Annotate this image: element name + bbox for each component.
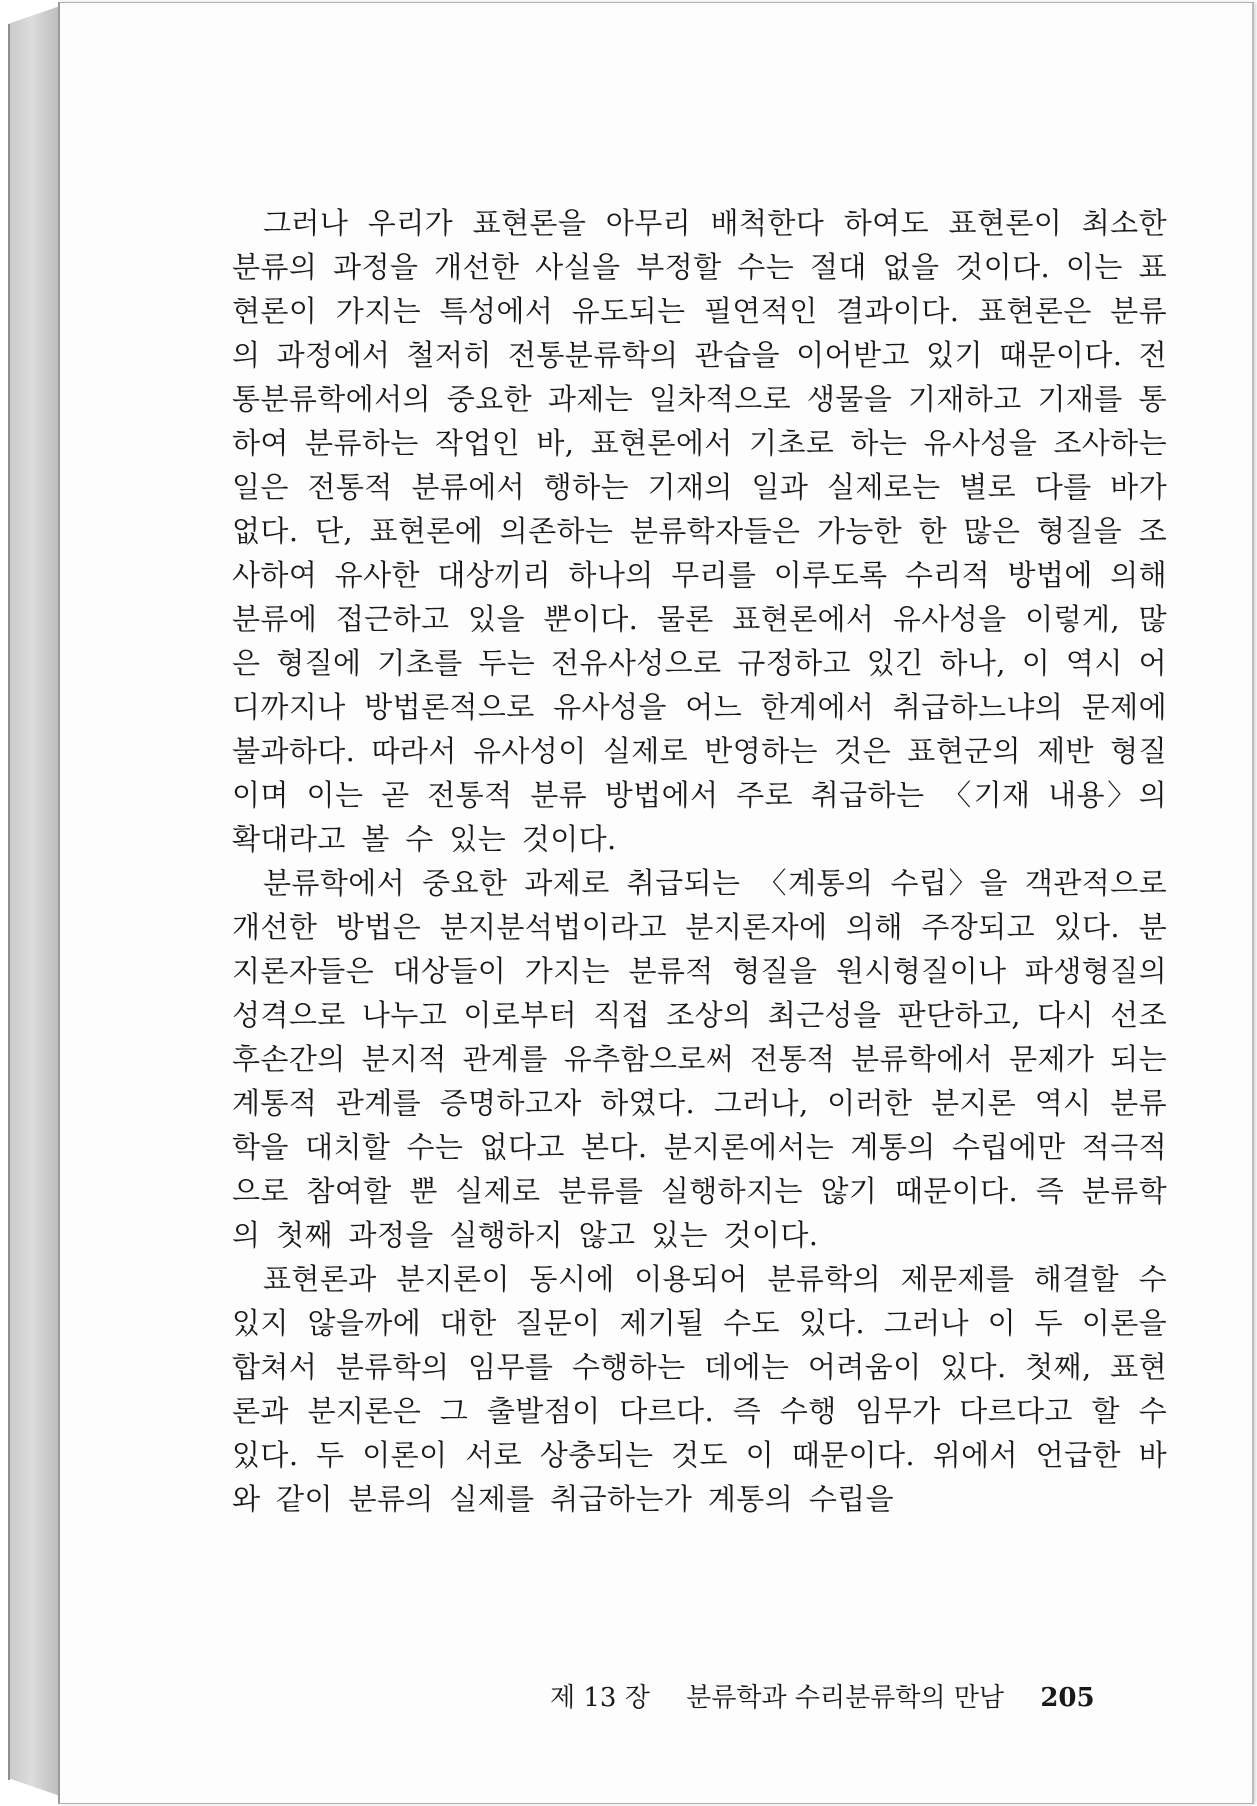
book-side-edge — [8, 6, 60, 1796]
chapter-number: 제 13 장 — [550, 1683, 650, 1713]
body-text — [232, 201, 1167, 1521]
running-footer — [550, 1677, 1170, 1717]
paragraph: 그러나 우리가 표현론을 아무리 배척한다 하여도 표현론이 최소한 분류의 과정을 개선한 사실을 부정할 수는 절대 없을 것이다. 이는 표현론이 가지는 특성에서 유도되는 필연적인 결과이다. 표현론은 분류의 과정에서 철저히 전통분류학의 관습을 이어받고 있기 때문이다. 전통분류학에서의 중요한 과제는 일차적으로 생물을 기재하고 기재를 통하여 분류하는 작업인 바, 표현론에서 기초로 하는 유사성을 조사하는 일은 전통적 분류에서 행하는 기재의 일과 실제로는 별로 다를 바가 없다. 단, 표현론에 의존하는 분류학자들은 가능한 한 많은 형질을 조사하여 유사한 대상끼리 하나의 무리를 이루도록 수리적 방법에 의해 분류에 접근하고 있을 뿐이다. 물론 표현론에서 유사성을 이렇게, 많은 형질에 기초를 두는 전유사성으로 규정하고 있긴 하나, 이 역시 어디까지나 방법론적으로 유사성을 어느 한계에서 취급하느냐의 문제에 불과하다. 따라서 유사성이 실제로 반영하는 것은 표현군의 제반 형질이며 이는 곧 전통적 분류 방법에서 주로 취급하는 〈기재 내용〉의 확대라고 볼 수 있는 것이다. — [232, 206, 1167, 856]
paragraph: 표현론과 분지론이 동시에 이용되어 분류학의 제문제를 해결할 수 있지 않을까에 대한 질문이 제기될 수도 있다. 그러나 이 두 이론을 합쳐서 분류학의 임무를 수행하는 데에는 어려움이 있다. 첫째, 표현론과 분지론은 그 출발점이 다르다. 즉 수행 임무가 다르다고 할 수 있다. 두 이론이 서로 상충되는 것도 이 때문이다. 위에서 언급한 바와 같이 분류의 실제를 취급하는가 계통의 수립을 — [232, 1262, 1167, 1516]
page-right-border — [1252, 3, 1254, 1803]
paragraph: 분류학에서 중요한 과제로 취급되는 〈계통의 수립〉을 객관적으로 개선한 방법은 분지분석법이라고 분지론자에 의해 주장되고 있다. 분지론자들은 대상들이 가지는 분류적 형질을 원시형질이나 파생형질의 성격으로 나누고 이로부터 직접 조상의 최근성을 판단하고, 다시 선조 후손간의 분지적 관계를 유추함으로써 전통적 분류학에서 문제가 되는 계통적 관계를 증명하고자 하였다. 그러나, 이러한 분지론 역시 분류학을 대치할 수는 없다고 본다. 분지론에서는 계통의 수립에만 적극적으로 참여할 뿐 실제로 분류를 실행하지는 않기 때문이다. 즉 분류학의 첫째 과정을 실행하지 않고 있는 것이다. — [232, 866, 1167, 1252]
chapter-title: 분류학과 수리분류학의 만남 — [686, 1683, 1005, 1713]
page-sheet — [58, 2, 1254, 1804]
book-edge-line — [8, 24, 10, 1780]
page-number: 205 — [1040, 1683, 1095, 1713]
